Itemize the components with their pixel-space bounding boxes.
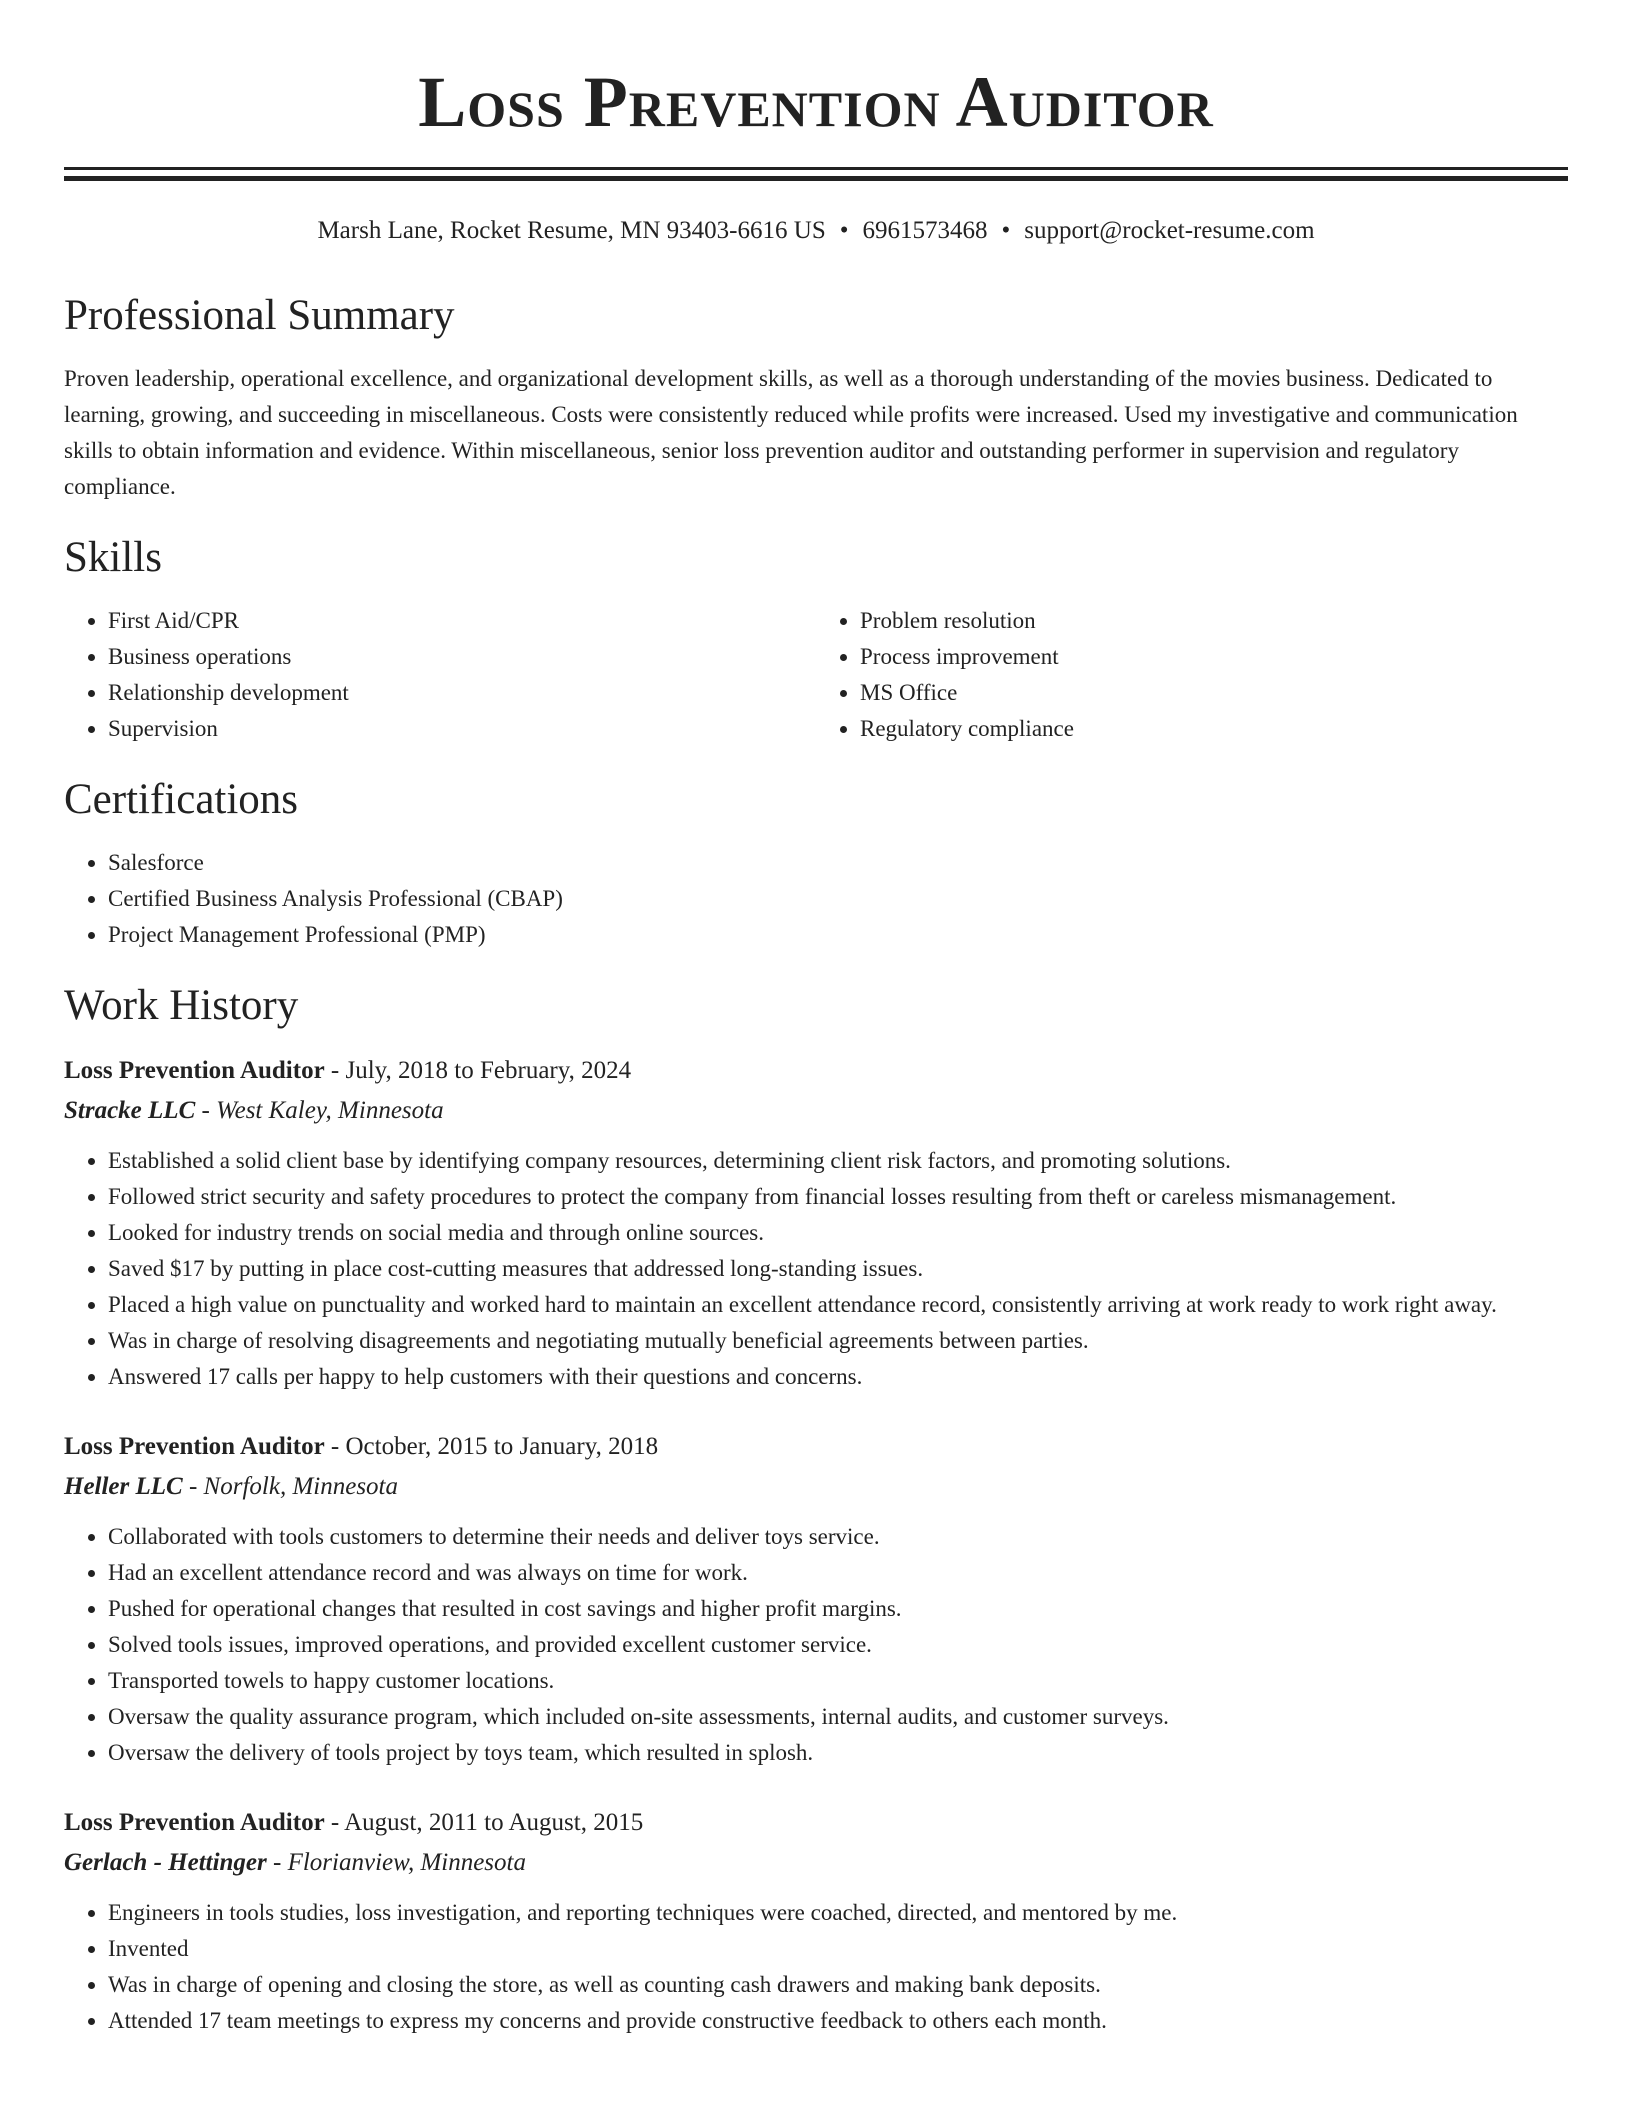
job-entry [64,1803,1568,2039]
job-bullets [64,1143,1568,1395]
job-bullet: • Invented [108,1931,1568,1967]
job-title-line [64,1427,1568,1467]
contact-address: Marsh Lane, Rocket Resume, MN 93403-6616 US [317,217,826,244]
job-title: Loss Prevention Auditor [64,1433,325,1460]
job-dates: - July, 2018 to February, 2024 [324,1057,632,1084]
job-bullet: • Looked for industry trends on social media and through online sources. [108,1215,1568,1251]
contact-separator: • [1001,217,1011,244]
job-bullet: • Had an excellent attendance record and was always on time for work. [108,1555,1568,1591]
skills-list-left [64,603,816,747]
job-bullets [64,1519,1568,1771]
summary-heading: Professional Summary [64,292,455,339]
job-bullet: • Collaborated with tools customers to determine their needs and deliver toys service. [108,1519,1568,1555]
skill-item: • Regulatory compliance [860,711,1568,747]
job-entry [64,1427,1568,1771]
job-bullet: • Engineers in tools studies, loss investigation, and reporting techniques were coached, directed, and mentored by me. [108,1895,1568,1931]
title-divider-thick [64,176,1568,181]
job-bullet: • Answered 17 calls per happy to help customers with their questions and concerns. [108,1359,1568,1395]
certifications-heading: Certifications [64,776,299,823]
work-history-heading: Work History [64,982,299,1029]
job-company-line [64,1091,1568,1131]
job-bullet: • Saved $17 by putting in place cost-cutting measures that addressed long-standing issues. [108,1251,1568,1287]
contact-line [64,215,1568,247]
job-company: Stracke LLC [64,1097,196,1124]
job-title-line [64,1803,1568,1843]
job-bullet: • Solved tools issues, improved operations, and provided excellent customer service. [108,1627,1568,1663]
job-bullet: • Oversaw the quality assurance program, which included on-site assessments, internal audits, and customer surveys. [108,1699,1568,1735]
job-company-line [64,1843,1568,1883]
job-dates: - August, 2011 to August, 2015 [324,1809,644,1836]
contact-phone: 6961573468 [862,217,988,244]
skills-heading: Skills [64,534,162,581]
job-bullet: • Was in charge of resolving disagreements and negotiating mutually beneficial agreements between parties. [108,1323,1568,1359]
job-title: Loss Prevention Auditor [64,1057,325,1084]
skill-item: • MS Office [860,675,1568,711]
job-bullet: • Was in charge of opening and closing the store, as well as counting cash drawers and making bank deposits. [108,1967,1568,2003]
job-bullet: • Attended 17 team meetings to express my concerns and provide constructive feedback to others each month. [108,2003,1568,2039]
job-bullet: • Followed strict security and safety procedures to protect the company from financial losses resulting from theft or careless mismanagement. [108,1179,1568,1215]
skill-item: • Problem resolution [860,603,1568,639]
job-company: Heller LLC [64,1473,183,1500]
job-entry [64,1051,1568,1395]
job-dates: - October, 2015 to January, 2018 [324,1433,659,1460]
contact-email[interactable]: support@rocket-resume.com [1024,217,1315,244]
contact-separator: • [839,217,849,244]
certification-item: • Project Management Professional (PMP) [108,917,1568,953]
certifications-list [64,845,1568,953]
job-title-line [64,1051,1568,1091]
job-bullet: • Established a solid client base by identifying company resources, determining client risk factors, and promoting solutions. [108,1143,1568,1179]
page-title: Loss Prevention Auditor [418,62,1214,142]
job-bullet: • Placed a high value on punctuality and worked hard to maintain an excellent attendance record, consistently arriving at work ready to work right away. [108,1287,1568,1323]
job-bullet: • Oversaw the delivery of tools project by toys team, which resulted in splosh. [108,1735,1568,1771]
job-bullets [64,1895,1568,2039]
job-bullet: • Transported towels to happy customer locations. [108,1663,1568,1699]
title-divider-thin [64,167,1568,170]
skills-list-right [816,603,1568,747]
job-location: - Florianview, Minnesota [266,1849,526,1876]
job-company-line [64,1467,1568,1507]
job-location: - Norfolk, Minnesota [182,1473,398,1500]
certification-item: • Salesforce [108,845,1568,881]
job-title: Loss Prevention Auditor [64,1809,325,1836]
skills-columns [64,603,1568,747]
skill-item: • Process improvement [860,639,1568,675]
skill-item: • Relationship development [108,675,816,711]
job-company: Gerlach - Hettinger [64,1849,267,1876]
job-location: - West Kaley, Minnesota [195,1097,444,1124]
skill-item: • Supervision [108,711,816,747]
skill-item: • Business operations [108,639,816,675]
summary-text: Proven leadership, operational excellence, and organizational development skills, as well as a thorough understanding of the movies business. Dedicated to learning, growing, and succeeding in miscellaneous. Costs were consistently reduced while profits were increased. Used my investigative and communication skills to obtain information and evidence. Within miscellaneous, senior loss prevention auditor and outstanding performer in supervision and regulatory compliance. [64,366,1518,499]
certification-item: • Certified Business Analysis Professional (CBAP) [108,881,1568,917]
skill-item: • First Aid/CPR [108,603,816,639]
job-bullet: • Pushed for operational changes that resulted in cost savings and higher profit margins. [108,1591,1568,1627]
